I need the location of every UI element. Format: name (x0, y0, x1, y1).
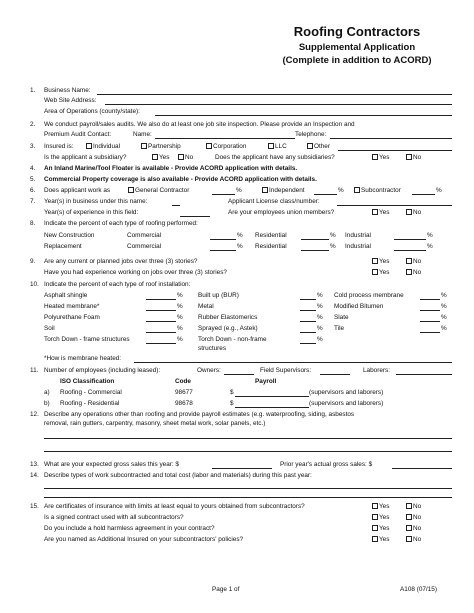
gc-percent-sign: % (236, 187, 242, 194)
stories-no-checkbox[interactable] (406, 258, 412, 264)
partnership-checkbox[interactable] (141, 143, 147, 149)
tile-field[interactable] (420, 332, 440, 333)
metal-label: Metal (198, 303, 214, 310)
pct-sign: % (330, 232, 336, 239)
subsidiaries-yes[interactable]: Yes (372, 154, 389, 162)
q15-number: 15. (30, 503, 39, 510)
installation-type-label: Indicate the percent of each type of roof installation: (44, 281, 191, 288)
q14-number: 14. (30, 472, 39, 479)
prior-sales-field[interactable] (392, 468, 452, 469)
q11-number: 11. (30, 367, 39, 374)
corporation-option[interactable]: Corporation (206, 143, 246, 151)
slate-field[interactable] (420, 321, 440, 322)
page-subtitle-2: (Complete in addition to ACORD) (282, 55, 432, 66)
indep-percent-field[interactable] (314, 194, 337, 195)
subsidiary-question: Is the applicant a subsidiary? (44, 154, 127, 161)
pct-sign: % (177, 336, 183, 343)
subsidiary-no-checkbox[interactable] (178, 154, 184, 160)
repl-commercial-label: Commercial (127, 243, 162, 250)
owners-label: Owners: (197, 367, 221, 374)
stories-yes[interactable]: Yes (372, 258, 389, 266)
subcontracted-line-1[interactable] (44, 488, 452, 489)
sub-percent-field[interactable] (412, 194, 435, 195)
repl-industrial-field[interactable] (394, 250, 426, 251)
hold-harmless-question: Do you include a hold harmless agreement in your contract? (44, 525, 215, 532)
membrane-heated-field[interactable] (134, 362, 452, 363)
iso-header: ISO Classification (60, 378, 115, 385)
telephone-field[interactable] (330, 138, 452, 139)
torch-nonframe-label: Torch Down - non-frame (198, 336, 267, 343)
heated-membrane-field[interactable] (146, 310, 176, 311)
new-industrial-field[interactable] (394, 239, 426, 240)
employees-label: Number of employees (including leased): (44, 367, 161, 374)
q7-number: 7. (30, 198, 36, 205)
pct-sign: % (317, 292, 323, 299)
q8-number: 8. (30, 220, 36, 227)
pct-sign: % (317, 303, 323, 310)
q15d-no[interactable]: No (406, 536, 421, 544)
gross-sales-label: What are your expected gross sales this year: $ (44, 461, 179, 468)
telephone-label: Telephone: (295, 131, 327, 138)
code-header: Code (175, 378, 191, 385)
property-coverage-note: Commercial Property coverage is also available - Provide ACORD application with details. (44, 176, 317, 183)
pct-sign: % (317, 325, 323, 332)
individual-checkbox[interactable] (86, 143, 92, 149)
q3-number: 3. (30, 143, 36, 150)
years-experience-label: Year(s) of experience in this field: (44, 209, 139, 216)
sub-checkbox[interactable] (354, 187, 360, 193)
pct-sign: % (441, 325, 447, 332)
field-supervisors-field[interactable] (320, 374, 350, 375)
indep-percent-sign: % (338, 187, 344, 194)
gc-percent-field[interactable] (212, 194, 235, 195)
asphalt-field[interactable] (146, 299, 176, 300)
web-site-label: Web Site Address: (44, 97, 97, 104)
years-in-business-label: Year(s) in business under this name: (44, 198, 148, 205)
field-supervisors-label: Field Supervisors: (260, 367, 312, 374)
subsidiary-no[interactable]: No (178, 154, 193, 162)
area-ops-label: Area of Operations (county/state): (44, 108, 140, 115)
cold-process-label: Cold process membrane (334, 292, 404, 299)
union-no-checkbox[interactable] (406, 209, 412, 215)
union-no[interactable]: No (406, 209, 421, 217)
partnership-option[interactable]: Partnership (141, 143, 181, 151)
contact-name-label: Name: (133, 131, 152, 138)
new-industrial-label: Industrial (345, 232, 371, 239)
gross-sales-field[interactable] (212, 468, 272, 469)
row-a-class: Roofing - Commercial (60, 389, 122, 396)
experience-yes[interactable]: Yes (372, 269, 389, 277)
q15b-yes-checkbox[interactable] (372, 514, 378, 520)
license-label: Applicant License class/number: (228, 198, 320, 205)
other-operations-line-1[interactable] (44, 438, 452, 439)
area-ops-field[interactable] (155, 115, 452, 116)
page-title: Roofing Contractors (293, 24, 421, 39)
row-b-code: 98678 (175, 400, 193, 407)
pct-sign: % (177, 303, 183, 310)
q4-number: 4. (30, 165, 36, 172)
subsidiaries-yes-checkbox[interactable] (372, 154, 378, 160)
repl-residential-field[interactable] (301, 250, 329, 251)
experience-stories-question: Have you had experience working on jobs over three (3) stories? (44, 269, 227, 276)
modified-bitumen-label: Modified Bitumen (334, 303, 384, 310)
q15a-no[interactable]: No (406, 503, 421, 511)
gc-checkbox[interactable] (128, 187, 134, 193)
individual-option[interactable]: Individual (86, 143, 120, 151)
experience-no-checkbox[interactable] (406, 269, 412, 275)
row-b-payroll-field[interactable] (235, 407, 309, 408)
row-a-letter: a) (44, 389, 50, 396)
subsidiary-yes[interactable]: Yes (152, 154, 169, 162)
torch-frame-label: Torch Down - frame structures (44, 336, 130, 343)
pct-sign: % (317, 336, 323, 343)
business-name-label: Business Name: (44, 87, 91, 94)
pct-sign: % (237, 243, 243, 250)
other-field[interactable] (338, 150, 452, 151)
tile-label: Tile (334, 325, 345, 332)
q6-number: 6. (30, 187, 36, 194)
llc-checkbox[interactable] (268, 143, 274, 149)
replacement-label: Replacement (44, 243, 82, 250)
q15d-no-checkbox[interactable] (406, 536, 412, 542)
q15c-yes-checkbox[interactable] (372, 525, 378, 531)
sub-percent-sign: % (436, 187, 442, 194)
gc-option[interactable]: General Contractor (128, 187, 189, 195)
indep-option[interactable]: Independent (262, 187, 305, 195)
row-a-dollar: $ (230, 389, 234, 396)
repl-residential-label: Residential (255, 243, 287, 250)
years-in-business-field[interactable] (172, 205, 180, 206)
years-experience-field[interactable] (180, 216, 210, 217)
pct-sign: % (317, 314, 323, 321)
q2-number: 2. (30, 121, 36, 128)
row-b-class: Roofing - Residential (60, 400, 120, 407)
experience-no[interactable]: No (406, 269, 421, 277)
sprayed-label: Sprayed (e.g., Astek) (198, 325, 258, 332)
owners-field[interactable] (224, 374, 254, 375)
torch-nonframe-label-2: structures (198, 345, 227, 352)
subsidiaries-no-checkbox[interactable] (406, 154, 412, 160)
subcontracted-work-question: Describe types of work subcontracted and total cost (labor and materials) during this past year: (44, 472, 312, 479)
other-operations-question: Describe any operations other than roofing and provide payroll estimates (e.g. waterproofing, siding, asbestos (44, 411, 355, 418)
web-site-field[interactable] (105, 104, 452, 105)
row-a-payroll-field[interactable] (235, 396, 309, 397)
pct-sign: % (177, 314, 183, 321)
stories-no[interactable]: No (406, 258, 421, 266)
pct-sign: % (441, 303, 447, 310)
union-yes-checkbox[interactable] (372, 209, 378, 215)
heated-membrane-label: Heated membrane* (44, 303, 100, 310)
inland-marine-note: An Inland Marine/Tool Floater is available - Provide ACORD application with details. (44, 165, 298, 172)
business-name-field[interactable] (97, 94, 452, 95)
other-operations-question-2: removal, rain gutters, carpentry, masonry, sheet metal work, solar panels, etc.) (44, 420, 266, 427)
q15a-yes[interactable]: Yes (372, 503, 389, 511)
bur-field[interactable] (300, 299, 316, 300)
membrane-heated-label: *How is membrane heated: (44, 355, 122, 362)
q5-number: 5. (30, 176, 36, 183)
q12-number: 12. (30, 411, 39, 418)
repl-commercial-field[interactable] (210, 250, 236, 251)
q15c-yes[interactable]: Yes (372, 525, 389, 533)
page-subtitle: Supplemental Application (298, 42, 416, 53)
q15d-yes[interactable]: Yes (372, 536, 389, 544)
other-operations-line-2[interactable] (44, 451, 452, 452)
page-number: Page 1 of (212, 586, 240, 593)
asphalt-label: Asphalt shingle (44, 292, 88, 299)
polyurethane-field[interactable] (146, 321, 176, 322)
new-residential-label: Residential (255, 232, 287, 239)
rubber-label: Rubber Elastomerics (198, 314, 258, 321)
torch-nonframe-field[interactable] (300, 343, 316, 344)
audit-contact-label: Premium Audit Contact: (44, 131, 112, 138)
pct-sign: % (177, 325, 183, 332)
new-construction-label: New Construction (44, 232, 95, 239)
union-yes[interactable]: Yes (372, 209, 389, 217)
llc-option[interactable]: LLC (268, 143, 287, 151)
q15b-yes[interactable]: Yes (372, 514, 389, 522)
q15c-no[interactable]: No (406, 525, 421, 533)
q13-number: 13. (30, 461, 39, 468)
q10-number: 10. (30, 281, 39, 288)
torch-frame-field[interactable] (146, 343, 176, 344)
laborers-label: Laborers: (363, 367, 390, 374)
pct-sign: % (427, 232, 433, 239)
pct-sign: % (441, 292, 447, 299)
q15c-no-checkbox[interactable] (406, 525, 412, 531)
signed-contract-question: Is a signed contract used with all subcontractors? (44, 514, 184, 521)
insured-is-label: Insured is: (44, 143, 74, 150)
roofing-type-label: Indicate the percent of each type of roofing performed: (44, 220, 198, 227)
certificates-question: Are certificates of insurance with limits at least equal to yours obtained from subcontractors? (44, 503, 305, 510)
pct-sign: % (330, 243, 336, 250)
q15a-no-checkbox[interactable] (406, 503, 412, 509)
sprayed-field[interactable] (300, 332, 316, 333)
experience-yes-checkbox[interactable] (372, 269, 378, 275)
bur-label: Built up (BUR) (198, 292, 239, 299)
corporation-checkbox[interactable] (206, 143, 212, 149)
form-number: A108 (07/15) (400, 586, 437, 593)
q15d-yes-checkbox[interactable] (372, 536, 378, 542)
q2-text: We conduct payroll/sales audits. We also do at least one job site inspection. Please provide an Inspection and (44, 121, 355, 128)
new-commercial-label: Commercial (127, 232, 162, 239)
over-three-stories-question: Are any current or planned jobs over three (3) stories? (44, 258, 198, 265)
laborers-field[interactable] (396, 374, 452, 375)
payroll-header: Payroll (255, 378, 277, 385)
work-as-label: Does applicant work as (44, 187, 111, 194)
row-b-note: (supervisors and laborers) (309, 400, 384, 407)
sub-option[interactable]: Subcontractor (354, 187, 401, 195)
additional-insured-question: Are you named as Additional Insured on your subcontractors' policies? (44, 536, 244, 543)
soil-field[interactable] (146, 332, 176, 333)
pct-sign: % (237, 232, 243, 239)
subsidiary-yes-checkbox[interactable] (152, 154, 158, 160)
pct-sign: % (177, 292, 183, 299)
q1-number: 1. (30, 87, 36, 94)
modified-bitumen-field[interactable] (420, 310, 440, 311)
pct-sign: % (441, 314, 447, 321)
stories-yes-checkbox[interactable] (372, 258, 378, 264)
pct-sign: % (427, 243, 433, 250)
q15a-yes-checkbox[interactable] (372, 503, 378, 509)
slate-label: Slate (334, 314, 349, 321)
other-checkbox[interactable] (307, 143, 313, 149)
other-option[interactable]: Other (307, 143, 330, 151)
q15b-no[interactable]: No (406, 514, 421, 522)
metal-field[interactable] (300, 310, 316, 311)
repl-industrial-label: Industrial (345, 243, 371, 250)
contact-name-field[interactable] (155, 138, 295, 139)
prior-sales-label: Prior year's actual gross sales: $ (280, 461, 373, 468)
q9-number: 9. (30, 258, 36, 265)
cold-process-field[interactable] (420, 299, 440, 300)
new-residential-field[interactable] (301, 239, 329, 240)
rubber-field[interactable] (300, 321, 316, 322)
row-b-letter: b) (44, 400, 50, 407)
row-b-dollar: $ (230, 400, 234, 407)
q15b-no-checkbox[interactable] (406, 514, 412, 520)
row-a-note: (supervisors and laborers) (309, 389, 384, 396)
soil-label: Soil (44, 325, 55, 332)
indep-checkbox[interactable] (262, 187, 268, 193)
polyurethane-label: Polyurethane Foam (44, 314, 100, 321)
union-question: Are your employees union members? (228, 209, 335, 216)
new-commercial-field[interactable] (210, 239, 236, 240)
subcontracted-line-2[interactable] (44, 497, 452, 498)
license-field[interactable] (337, 205, 452, 206)
subsidiaries-question: Does the applicant have any subsidiaries? (215, 154, 335, 161)
row-a-code: 98677 (175, 389, 193, 396)
subsidiaries-no[interactable]: No (406, 154, 421, 162)
